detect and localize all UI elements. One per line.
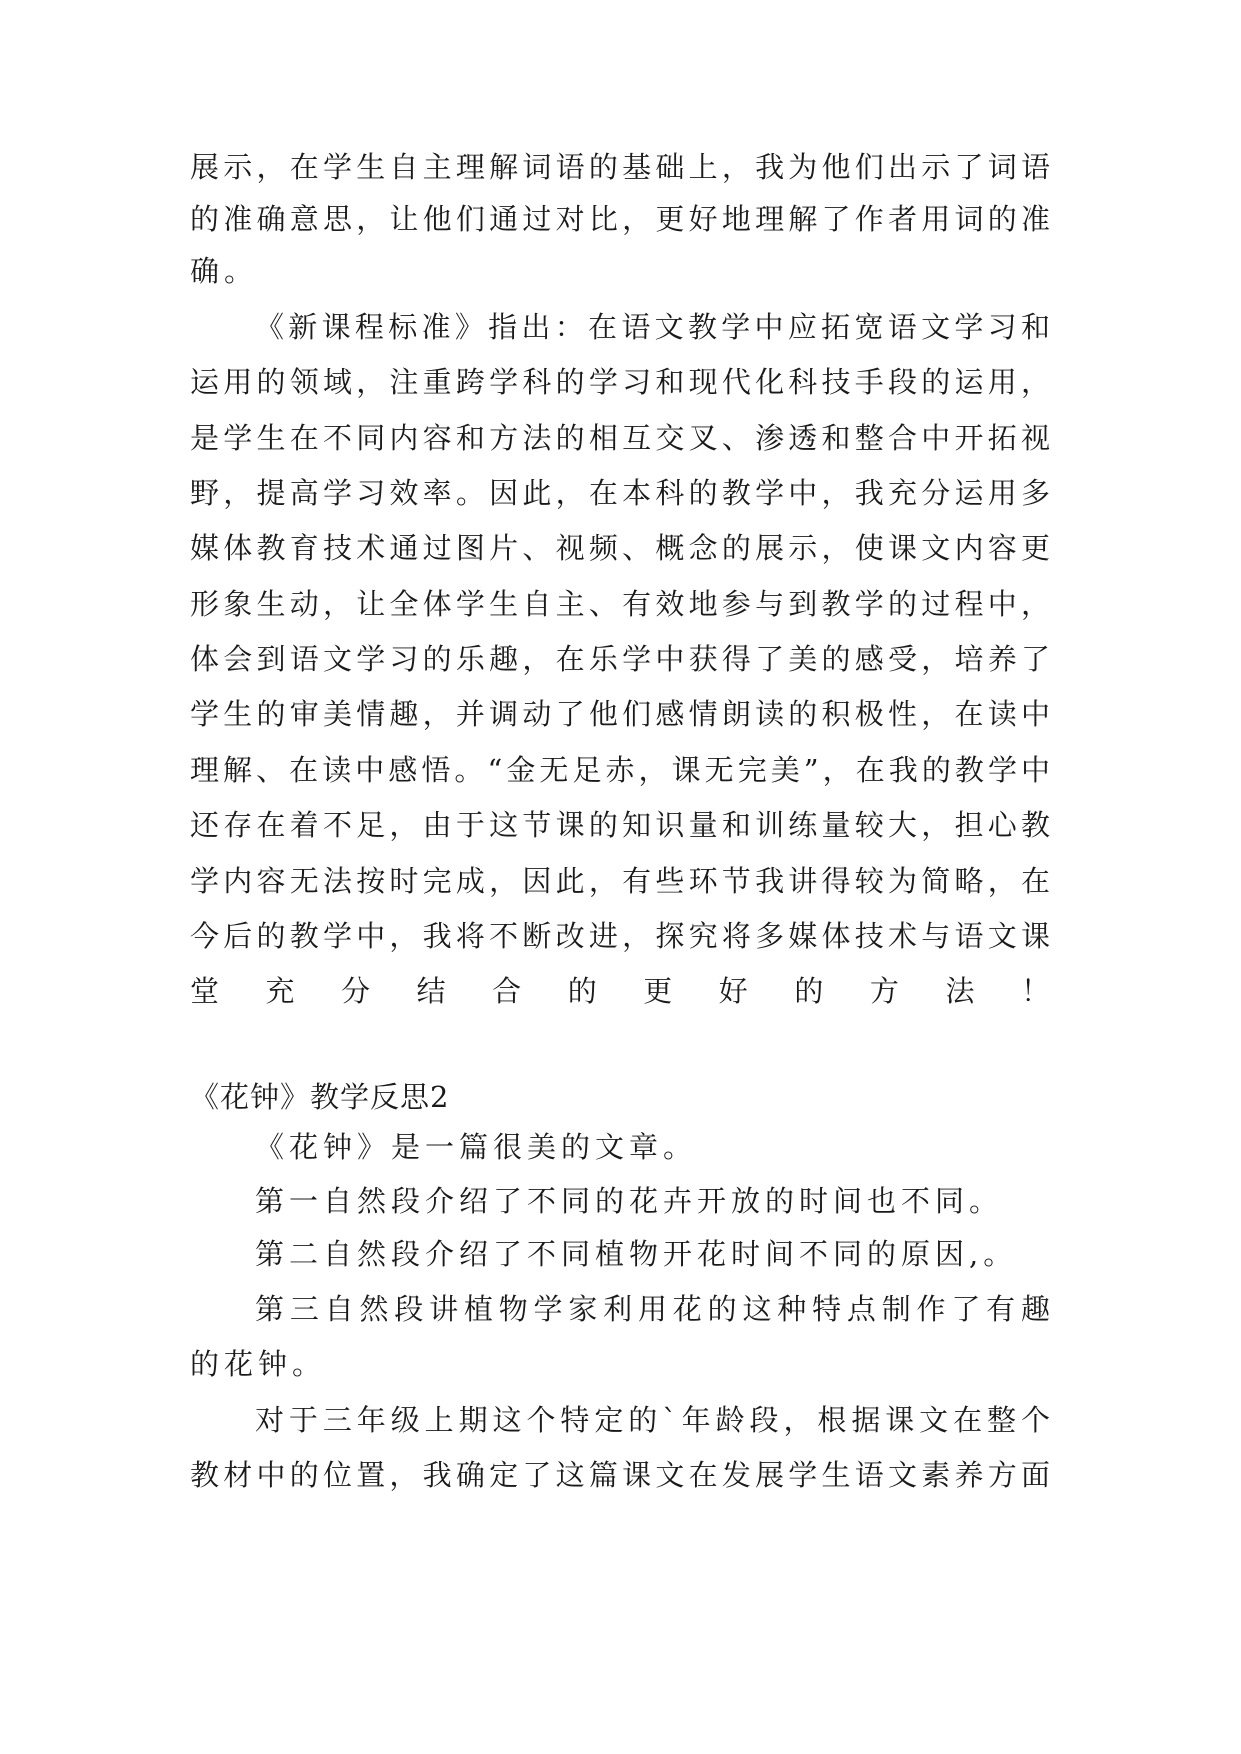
section-heading: 《花钟》教学反思2: [190, 1080, 450, 1114]
text-line: 教材中的位置，我确定了这篇课文在发展学生语文素养方面: [190, 1458, 1050, 1492]
text-line: 形象生动，让全体学生自主、有效地参与到教学的过程中，: [190, 587, 1050, 621]
text-line: 媒体教育技术通过图片、视频、概念的展示，使课文内容更: [190, 531, 1050, 565]
text-line: 对于三年级上期这个特定的`年龄段，根据课文在整个: [255, 1403, 1050, 1437]
text-line: 还存在着不足，由于这节课的知识量和训练量较大，担心教: [190, 808, 1050, 842]
text-line: 今后的教学中，我将不断改进，探究将多媒体技术与语文课: [190, 919, 1050, 953]
text-line: 第二自然段介绍了不同植物开花时间不同的原因,。: [255, 1237, 1018, 1271]
text-line: 堂充分结合的更好的方法！: [190, 974, 1050, 1008]
text-line: 学内容无法按时完成，因此，有些环节我讲得较为简略，在: [190, 864, 1050, 898]
text-line: 学生的审美情趣，并调动了他们感情朗读的积极性，在读中: [190, 697, 1050, 731]
text-line: 第一自然段介绍了不同的花卉开放的时间也不同。: [255, 1184, 1004, 1218]
text-line: 野，提高学习效率。因此，在本科的教学中，我充分运用多: [190, 476, 1050, 510]
text-line: 的准确意思，让他们通过对比，更好地理解了作者用词的准: [190, 202, 1050, 236]
text-line: 理解、在读中感悟。“金无足赤，课无完美”，在我的教学中: [190, 753, 1050, 787]
text-line: 体会到语文学习的乐趣，在乐学中获得了美的感受，培养了: [190, 642, 1050, 676]
text-line: 的花钟。: [190, 1347, 327, 1381]
text-line: 是学生在不同内容和方法的相互交叉、渗透和整合中开拓视: [190, 421, 1050, 455]
text-line: 《新课程标准》指出：在语文教学中应拓宽语文学习和: [255, 310, 1050, 344]
text-line: 《花钟》是一篇很美的文章。: [255, 1130, 698, 1164]
text-line: 展示，在学生自主理解词语的基础上，我为他们出示了词语: [190, 150, 1050, 184]
text-line: 确。: [190, 254, 259, 288]
text-line: 第三自然段讲植物学家利用花的这种特点制作了有趣: [255, 1292, 1050, 1326]
text-line: 运用的领域，注重跨学科的学习和现代化科技手段的运用，: [190, 365, 1050, 399]
